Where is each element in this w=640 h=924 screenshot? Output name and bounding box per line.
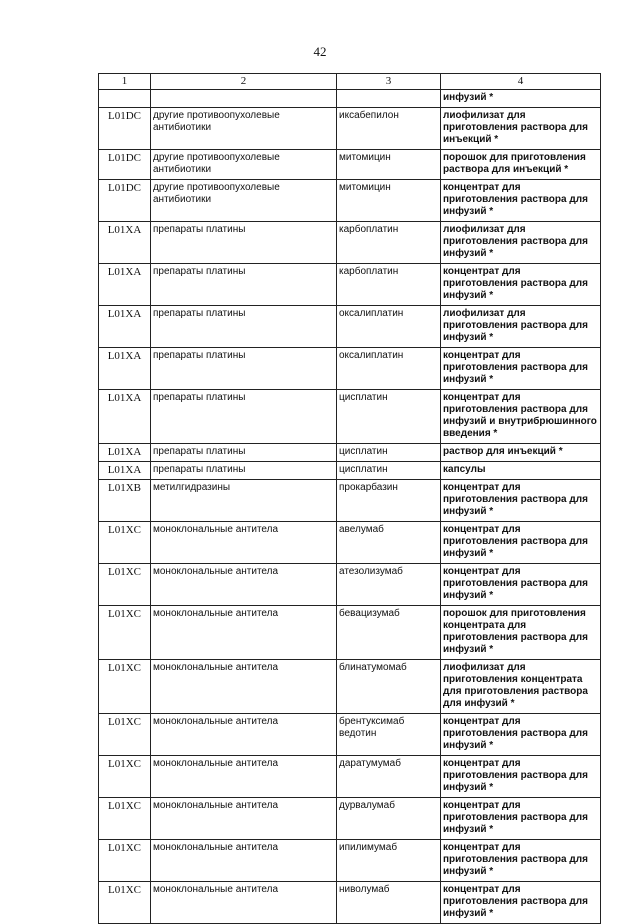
atc-code-cell: [99, 90, 151, 108]
table-row: [99, 840, 601, 882]
dosage-form-cell: лиофилизат для приготовления раствора для инъекций *: [441, 108, 601, 150]
table-header-row: [99, 74, 601, 90]
dosage-form-cell: лиофилизат для приготовления раствора для инфузий *: [441, 306, 601, 348]
dosage-form-cell: концентрат для приготовления раствора для инфузий *: [441, 180, 601, 222]
drug-name-cell: дурвалумаб: [337, 798, 441, 840]
group-cell: препараты платины: [151, 306, 337, 348]
column-header-3: 3: [337, 74, 441, 90]
group-cell: моноклональные антитела: [151, 522, 337, 564]
table-body: [99, 90, 601, 924]
dosage-form-cell: концентрат для приготовления раствора для инфузий *: [441, 882, 601, 924]
table-row: [99, 90, 601, 108]
group-cell: моноклональные антитела: [151, 564, 337, 606]
group-cell: моноклональные антитела: [151, 606, 337, 660]
group-cell: препараты платины: [151, 222, 337, 264]
atc-code-cell: L01XC: [99, 522, 151, 564]
atc-code-cell: L01XB: [99, 480, 151, 522]
drug-name-cell: блинатумомаб: [337, 660, 441, 714]
table-row: [99, 264, 601, 306]
drug-name-cell: оксалиплатин: [337, 306, 441, 348]
dosage-form-cell: капсулы: [441, 462, 601, 480]
table-row: [99, 480, 601, 522]
group-cell: моноклональные антитела: [151, 714, 337, 756]
dosage-form-cell: концентрат для приготовления раствора для инфузий *: [441, 798, 601, 840]
atc-code-cell: L01DC: [99, 108, 151, 150]
table-row: [99, 882, 601, 924]
atc-code-cell: L01XC: [99, 840, 151, 882]
table-row: [99, 660, 601, 714]
dosage-form-cell: концентрат для приготовления раствора для инфузий *: [441, 564, 601, 606]
group-cell: метилгидразины: [151, 480, 337, 522]
drug-name-cell: цисплатин: [337, 462, 441, 480]
group-cell: препараты платины: [151, 390, 337, 444]
drug-name-cell: митомицин: [337, 180, 441, 222]
atc-code-cell: L01XA: [99, 348, 151, 390]
drug-name-cell: цисплатин: [337, 444, 441, 462]
group-cell: [151, 90, 337, 108]
dosage-form-cell: концентрат для приготовления раствора для инфузий *: [441, 264, 601, 306]
table-row: [99, 462, 601, 480]
dosage-form-cell: лиофилизат для приготовления раствора для инфузий *: [441, 222, 601, 264]
table-row: [99, 564, 601, 606]
column-header-1: 1: [99, 74, 151, 90]
drug-name-cell: авелумаб: [337, 522, 441, 564]
dosage-form-cell: концентрат для приготовления раствора для инфузий *: [441, 522, 601, 564]
drug-name-cell: прокарбазин: [337, 480, 441, 522]
atc-code-cell: L01XC: [99, 714, 151, 756]
atc-code-cell: L01XA: [99, 222, 151, 264]
atc-code-cell: L01XC: [99, 660, 151, 714]
drug-name-cell: ниволумаб: [337, 882, 441, 924]
dosage-form-cell: концентрат для приготовления раствора для инфузий *: [441, 348, 601, 390]
atc-code-cell: L01XA: [99, 390, 151, 444]
drug-name-cell: брентуксимаб ведотин: [337, 714, 441, 756]
drug-name-cell: митомицин: [337, 150, 441, 180]
drug-name-cell: бевацизумаб: [337, 606, 441, 660]
atc-code-cell: L01XA: [99, 444, 151, 462]
atc-code-cell: L01DC: [99, 150, 151, 180]
table-row: [99, 798, 601, 840]
group-cell: моноклональные антитела: [151, 882, 337, 924]
group-cell: другие противоопухолевые антибиотики: [151, 180, 337, 222]
table-row: [99, 180, 601, 222]
atc-code-cell: L01XA: [99, 462, 151, 480]
table-row: [99, 222, 601, 264]
table-row: [99, 522, 601, 564]
group-cell: препараты платины: [151, 444, 337, 462]
group-cell: препараты платины: [151, 348, 337, 390]
atc-code-cell: L01XC: [99, 798, 151, 840]
group-cell: другие противоопухолевые антибиотики: [151, 108, 337, 150]
group-cell: моноклональные антитела: [151, 840, 337, 882]
drug-name-cell: даратумумаб: [337, 756, 441, 798]
group-cell: препараты платины: [151, 264, 337, 306]
table-row: [99, 714, 601, 756]
column-header-4: 4: [441, 74, 601, 90]
dosage-form-cell: лиофилизат для приготовления концентрата для приготовления раствора для инфузий *: [441, 660, 601, 714]
table-row: [99, 150, 601, 180]
atc-code-cell: L01XA: [99, 306, 151, 348]
page-number: 42: [313, 44, 327, 59]
table-row: [99, 348, 601, 390]
drug-name-cell: ипилимумаб: [337, 840, 441, 882]
group-cell: другие противоопухолевые антибиотики: [151, 150, 337, 180]
drug-name-cell: атезолизумаб: [337, 564, 441, 606]
drug-name-cell: [337, 90, 441, 108]
dosage-form-cell: инфузий *: [441, 90, 601, 108]
dosage-form-cell: порошок для приготовления концентрата для приготовления раствора для инфузий *: [441, 606, 601, 660]
group-cell: моноклональные антитела: [151, 660, 337, 714]
atc-code-cell: L01XC: [99, 564, 151, 606]
dosage-form-cell: концентрат для приготовления раствора для инфузий и внутрибрюшинного введения *: [441, 390, 601, 444]
table-row: [99, 390, 601, 444]
drug-name-cell: карбоплатин: [337, 264, 441, 306]
column-header-2: 2: [151, 74, 337, 90]
dosage-form-cell: порошок для приготовления раствора для инъекций *: [441, 150, 601, 180]
dosage-form-cell: концентрат для приготовления раствора для инфузий *: [441, 840, 601, 882]
dosage-form-cell: концентрат для приготовления раствора для инфузий *: [441, 480, 601, 522]
atc-code-cell: L01DC: [99, 180, 151, 222]
group-cell: моноклональные антитела: [151, 798, 337, 840]
table-row: [99, 444, 601, 462]
drug-table: [98, 73, 601, 924]
drug-name-cell: иксабепилон: [337, 108, 441, 150]
table-row: [99, 606, 601, 660]
table-row: [99, 306, 601, 348]
atc-code-cell: L01XC: [99, 882, 151, 924]
drug-name-cell: оксалиплатин: [337, 348, 441, 390]
atc-code-cell: L01XC: [99, 606, 151, 660]
atc-code-cell: L01XA: [99, 264, 151, 306]
dosage-form-cell: концентрат для приготовления раствора для инфузий *: [441, 756, 601, 798]
atc-code-cell: L01XC: [99, 756, 151, 798]
drug-name-cell: цисплатин: [337, 390, 441, 444]
table-row: [99, 756, 601, 798]
table-row: [99, 108, 601, 150]
drug-name-cell: карбоплатин: [337, 222, 441, 264]
dosage-form-cell: концентрат для приготовления раствора для инфузий *: [441, 714, 601, 756]
dosage-form-cell: раствор для инъекций *: [441, 444, 601, 462]
group-cell: препараты платины: [151, 462, 337, 480]
group-cell: моноклональные антитела: [151, 756, 337, 798]
